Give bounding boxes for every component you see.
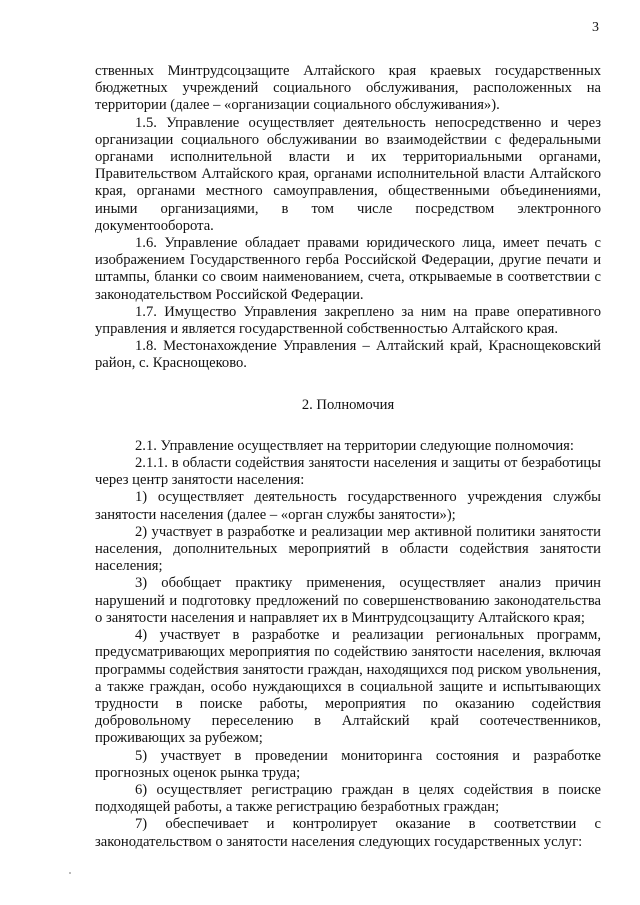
list-item-2: 2) участвует в разработке и реализации мер активной политики занятости населения, дополнительных мероприятий в области содействия занятости населения; <box>95 523 601 575</box>
list-item-5: 5) участвует в проведении мониторинга состояния и разработке прогнозных оценок рынка труда; <box>95 747 601 781</box>
list-item-1: 1) осуществляет деятельность государственного учреждения службы занятости населения (далее – «орган службы занятости»); <box>95 489 601 523</box>
list-item-6: 6) осуществляет регистрацию граждан в целях содействия в поиске подходящей работы, а также регистрацию безработных граждан; <box>95 781 601 816</box>
list-item-7: 7) обеспечивает и контролирует оказание в соответствии с законодательством о занятости населения следующих государственных услуг: <box>95 816 601 850</box>
paragraph-2-1-1: 2.1.1. в области содействия занятости населения и защиты от безработицы через центр занятости населения: <box>95 455 601 489</box>
page-number: 3 <box>592 20 599 35</box>
scan-speck <box>69 872 71 874</box>
paragraph-2-1: 2.1. Управление осуществляет на территории следующие полномочия: <box>135 437 574 454</box>
paragraph-continuation: ственных Минтрудсоцзащите Алтайского края краевых государственных бюджетных учреждений социального обслуживания, расположенных на территории (далее – «организации социального обслуживания»). <box>95 63 601 114</box>
paragraph-1-5: 1.5. Управление осуществляет деятельность непосредственно и через организации социального обслуживании во взаимодействии с федеральными органами исполнительной власти и их территориальными органами, Правительством Алтайского края, органами исполнительной власти Алтайского края, органами местного самоуправления, общественными объединениями, иными организациями, в том числе посредством электронного документооборота. <box>95 114 601 234</box>
section-heading: 2. Полномочия <box>301 396 395 413</box>
list-item-4: 4) участвует в разработке и реализации региональных программ, предусматривающих мероприятия по содействию занятости населения, включая программы содействия занятости граждан, находящихся под риском увольнения, а также граждан, особо нуждающихся в социальной защите и испытывающих трудности в поиске работы, мероприятия по оказанию содействия добровольному переселению в Алтайский край соотечественников, проживающих за рубежом; <box>95 627 601 747</box>
paragraph-1-8: 1.8. Местонахождение Управления – Алтайский край, Краснощековский район, с. Краснощеково. <box>95 338 601 372</box>
paragraph-1-6: 1.6. Управление обладает правами юридического лица, имеет печать с изображением Государственного герба Российской Федерации, другие печати и штампы, бланки со своим наименованием, счета, открываемые в соответствии с законодательством Российской Федерации. <box>95 235 601 303</box>
list-item-3: 3) обобщает практику применения, осуществляет анализ причин нарушений и подготовку предложений по совершенствованию законодательства о занятости населения и направляет их в Минтрудсоцзащиту Алтайского края; <box>95 575 601 626</box>
paragraph-1-7: 1.7. Имущество Управления закреплено за ним на праве оперативного управления и является государственной собственностью Алтайского края. <box>95 303 601 338</box>
document-body <box>95 63 601 851</box>
